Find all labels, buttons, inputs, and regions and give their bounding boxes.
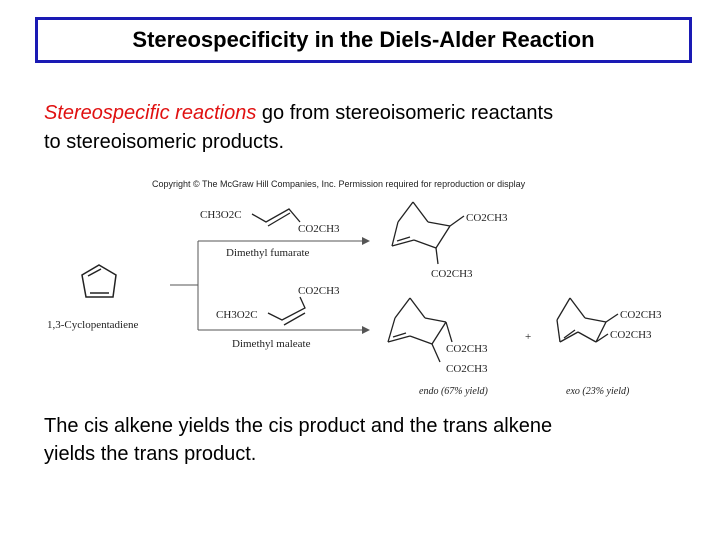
trans-product-group-top: CO2CH3 <box>466 212 508 224</box>
intro-emphasis: Stereospecific reactions <box>44 102 257 124</box>
copyright-notice: Copyright © The McGraw Hill Companies, Inc. Permission required for reproduction or display <box>152 179 526 189</box>
slide-title: Stereospecificity in the Diels-Alder Reaction <box>132 27 595 52</box>
endo-yield-caption: endo (67% yield) <box>419 386 488 397</box>
conclusion-line-2: yields the trans product. <box>44 443 257 465</box>
maleate-top-group: CO2CH3 <box>298 285 340 297</box>
fumarate-right-group: CO2CH3 <box>298 223 340 235</box>
trans-product-structure <box>392 202 464 264</box>
trans-product-group-bottom: CO2CH3 <box>431 268 473 280</box>
exo-yield-caption: exo (23% yield) <box>566 386 630 397</box>
endo-product-group-2: CO2CH3 <box>446 363 488 375</box>
maleate-left-group: CH3O2C <box>216 309 258 321</box>
endo-product-group-1: CO2CH3 <box>446 343 488 355</box>
cyclopentadiene-label: 1,3-Cyclopentadiene <box>47 319 139 331</box>
intro-line-2: to stereoisomeric products. <box>44 131 285 153</box>
fumarate-label: Dimethyl fumarate <box>226 247 310 259</box>
conclusion-line-1: The cis alkene yields the cis product and the trans alkene <box>44 415 553 437</box>
intro-line-1: go from stereoisomeric reactants <box>256 102 554 124</box>
arrow-head-top <box>362 237 370 245</box>
exo-product-group-1: CO2CH3 <box>620 309 662 321</box>
cyclopentadiene-structure <box>82 265 116 297</box>
maleate-double-bond <box>268 297 305 325</box>
endo-product-structure <box>388 298 452 362</box>
plus-sign: + <box>525 331 532 343</box>
conclusion-paragraph <box>44 412 694 468</box>
exo-product-structure <box>557 298 618 342</box>
arrow-head-bottom <box>362 326 370 334</box>
exo-product-group-2: CO2CH3 <box>610 329 652 341</box>
fumarate-left-group: CH3O2C <box>200 209 242 221</box>
maleate-label: Dimethyl maleate <box>232 338 311 350</box>
fumarate-double-bond <box>252 209 300 226</box>
